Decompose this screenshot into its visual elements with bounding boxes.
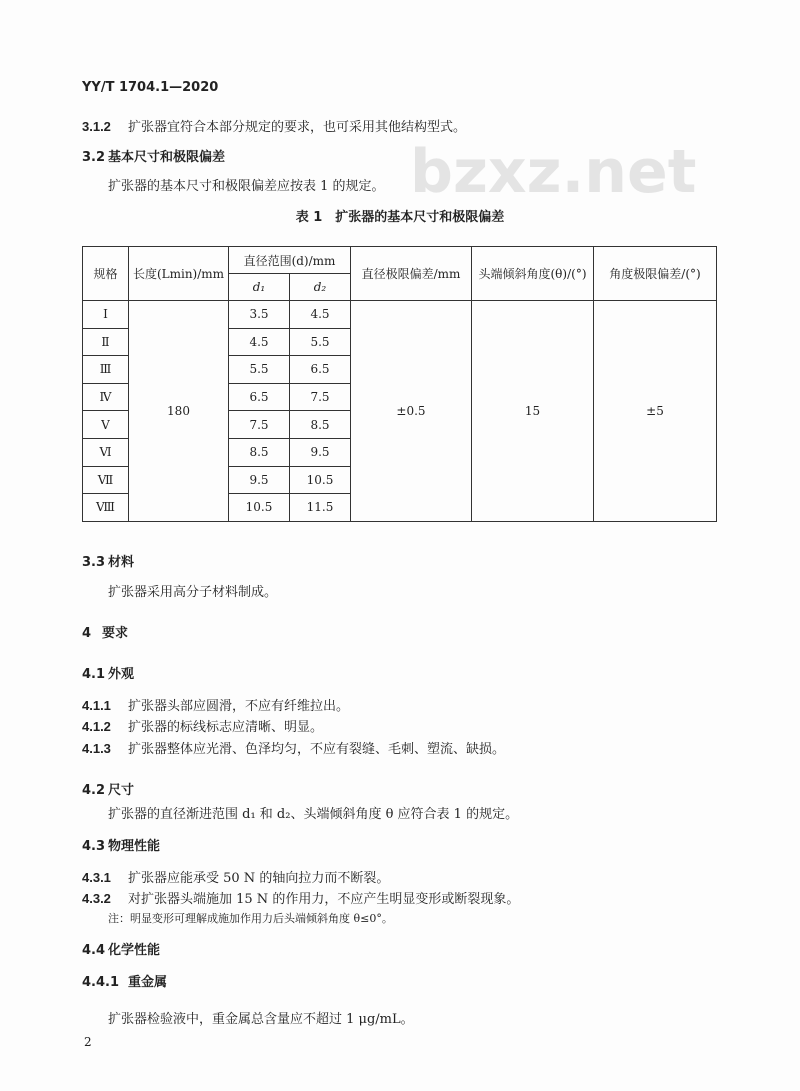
dimensions-table	[82, 246, 717, 522]
clause-3-1-2: 3.1.2 扩张器宜符合本部分规定的要求，也可采用其他结构型式。	[82, 119, 467, 135]
cell-diameter-tol: ±0.5	[351, 301, 472, 522]
cell-spec: Ⅲ	[83, 356, 129, 384]
cell-d2: 11.5	[290, 494, 351, 522]
cell-d1: 10.5	[229, 494, 290, 522]
document-header: YY/T 1704.1—2020	[82, 80, 219, 95]
heading-4-4: 4.4 化学性能	[82, 943, 161, 958]
cell-length: 180	[129, 301, 229, 522]
paragraph-4-4-1: 扩张器检验液中，重金属总含量应不超过 1 μg/mL。	[108, 1012, 414, 1027]
header-d1: d₁	[229, 274, 290, 301]
heading-4-3: 4.3 物理性能	[82, 839, 161, 854]
cell-spec: Ⅳ	[83, 383, 129, 411]
cell-spec: Ⅶ	[83, 466, 129, 494]
cell-d1: 6.5	[229, 383, 290, 411]
cell-spec: Ⅷ	[83, 494, 129, 522]
clause-4-1-3: 4.1.3 扩张器整体应光滑、色泽均匀，不应有裂缝、毛刺、塑流、缺损。	[82, 741, 506, 757]
cell-spec: Ⅱ	[83, 328, 129, 356]
cell-spec: Ⅴ	[83, 411, 129, 439]
cell-d2: 7.5	[290, 383, 351, 411]
cell-d1: 4.5	[229, 328, 290, 356]
header-length: 长度(Lmin)/mm	[129, 247, 229, 301]
table-row	[83, 301, 717, 329]
header-diameter-range: 直径范围(d)/mm	[229, 247, 351, 274]
cell-d1: 3.5	[229, 301, 290, 329]
header-d2: d₂	[290, 274, 351, 301]
heading-4-2: 4.2 尺寸	[82, 783, 135, 798]
paragraph-3-2: 扩张器的基本尺寸和极限偏差应按表 1 的规定。	[108, 179, 385, 194]
table-caption: 表 1 扩张器的基本尺寸和极限偏差	[295, 210, 505, 225]
header-tip-angle: 头端倾斜角度(θ)/(°)	[472, 247, 594, 301]
cell-spec: Ⅵ	[83, 438, 129, 466]
header-spec: 规格	[83, 247, 129, 301]
cell-d2: 6.5	[290, 356, 351, 384]
cell-spec: Ⅰ	[83, 301, 129, 329]
header-diameter-tol: 直径极限偏差/mm	[351, 247, 472, 301]
page-number: 2	[84, 1035, 92, 1049]
cell-d2: 9.5	[290, 438, 351, 466]
heading-4: 4 要求	[82, 626, 129, 641]
cell-d2: 8.5	[290, 411, 351, 439]
note: 注：明显变形可理解成施加作用力后头端倾斜角度 θ≤0°。	[108, 912, 393, 925]
heading-4-1: 4.1 外观	[82, 667, 135, 682]
cell-d1: 7.5	[229, 411, 290, 439]
heading-3-3: 3.3 材料	[82, 555, 135, 570]
paragraph-4-2: 扩张器的直径渐进范围 d₁ 和 d₂、头端倾斜角度 θ 应符合表 1 的规定。	[108, 807, 519, 822]
cell-angle-tol: ±5	[594, 301, 717, 522]
paragraph-3-3: 扩张器采用高分子材料制成。	[108, 585, 278, 600]
cell-d1: 5.5	[229, 356, 290, 384]
heading-3-2: 3.2 基本尺寸和极限偏差	[82, 150, 226, 165]
clause-4-3-2: 4.3.2 对扩张器头端施加 15 N 的作用力，不应产生明显变形或断裂现象。	[82, 891, 520, 907]
clause-4-1-1: 4.1.1 扩张器头部应圆滑，不应有纤维拉出。	[82, 698, 350, 714]
clause-4-1-2: 4.1.2 扩张器的标线标志应清晰、明显。	[82, 719, 324, 735]
cell-d1: 8.5	[229, 438, 290, 466]
clause-4-3-1: 4.3.1 扩张器应能承受 50 N 的轴向拉力而不断裂。	[82, 870, 390, 886]
watermark: bzxz.net	[410, 137, 697, 207]
cell-tip-angle: 15	[472, 301, 594, 522]
cell-d2: 4.5	[290, 301, 351, 329]
cell-d2: 10.5	[290, 466, 351, 494]
heading-4-4-1: 4.4.1 重金属	[82, 975, 168, 990]
header-angle-tol: 角度极限偏差/(°)	[594, 247, 717, 301]
cell-d2: 5.5	[290, 328, 351, 356]
cell-d1: 9.5	[229, 466, 290, 494]
